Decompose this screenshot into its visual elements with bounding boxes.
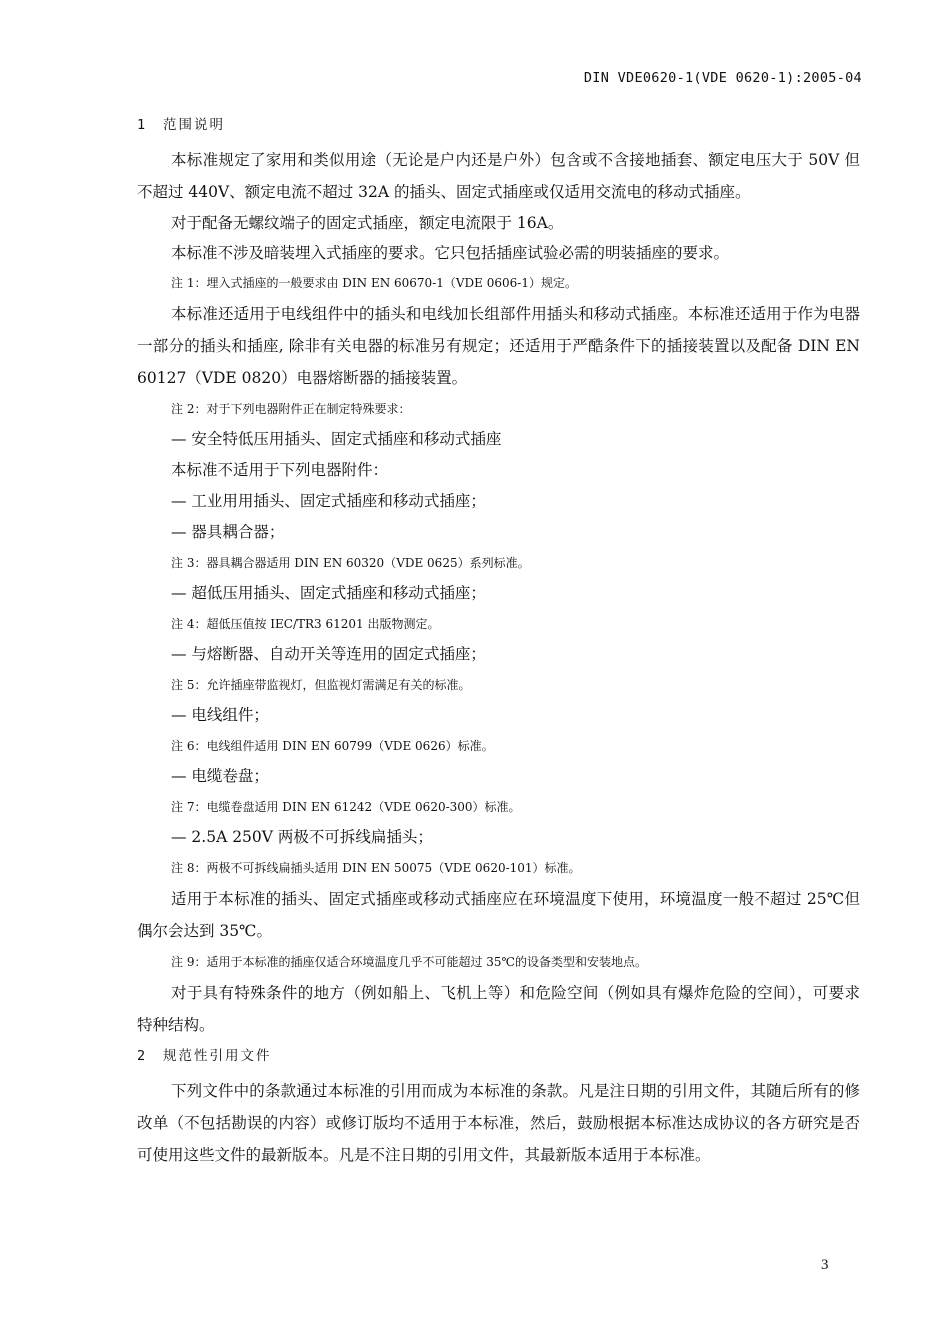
list-item: — 工业用用插头、固定式插座和移动式插座； <box>171 492 486 510</box>
note: 注 5：允许插座带监视灯，但监视灯需满足有关的标准。 <box>171 678 471 692</box>
paragraph: 对于配备无螺纹端子的固定式插座，额定电流限于 16A。 <box>171 214 564 232</box>
list-item: — 2.5A 250V 两极不可拆线扁插头； <box>171 828 433 846</box>
list-item: — 安全特低压用插头、固定式插座和移动式插座 <box>171 430 502 448</box>
section-number: 1 <box>137 117 146 133</box>
list-item: — 与熔断器、自动开关等连用的固定式插座； <box>171 645 486 663</box>
note: 注 8：两极不可拆线扁插头适用 DIN EN 50075（VDE 0620-101）标准。 <box>171 861 581 875</box>
section-title: 规范性引用文件 <box>163 1048 272 1064</box>
paragraph: 下列文件中的条款通过本标准的引用而成为本标准的条款。凡是注日期的引用文件，其随后所有的修改单（不包括勘误的内容）或修订版均不适用于本标准，然后，鼓励根据本标准达成协议的各方研究是否可使用这些文件的最新版本。凡是不注日期的引用文件，其最新版本适用于本标准。 <box>137 1082 860 1164</box>
section-2-heading <box>137 1041 860 1071</box>
document-header: DIN VDE0620-1(VDE 0620-1):2005-04 <box>583 70 862 86</box>
note: 注 3：器具耦合器适用 DIN EN 60320（VDE 0625）系列标准。 <box>171 556 530 570</box>
note: 注 1：埋入式插座的一般要求由 DIN EN 60670-1（VDE 0606-1）规定。 <box>171 276 577 290</box>
paragraph: 适用于本标准的插头、固定式插座或移动式插座应在环境温度下使用，环境温度一般不超过 25℃但偶尔会达到 35℃。 <box>137 890 860 940</box>
paragraph: 对于具有特殊条件的地方（例如船上、飞机上等）和危险空间（例如具有爆炸危险的空间），可要求特种结构。 <box>137 984 860 1034</box>
list-item: — 电线组件； <box>171 706 269 724</box>
note: 注 2：对于下列电器附件正在制定特殊要求： <box>171 402 411 416</box>
list-item: — 超低压用插头、固定式插座和移动式插座； <box>171 584 486 602</box>
page-number: 3 <box>821 1257 829 1273</box>
list-item: — 电缆卷盘； <box>171 767 269 785</box>
paragraph: 本标准不涉及暗装埋入式插座的要求。它只包括插座试验必需的明装插座的要求。 <box>171 244 730 262</box>
section-number: 2 <box>137 1048 146 1064</box>
note: 注 6：电线组件适用 DIN EN 60799（VDE 0626）标准。 <box>171 739 494 753</box>
note: 注 4：超低压值按 IEC/TR3 61201 出版物测定。 <box>171 617 440 631</box>
section-1-heading <box>137 110 860 140</box>
paragraph: 本标准还适用于电线组件中的插头和电线加长组部件用插头和移动式插座。本标准还适用于作为电器一部分的插头和插座, 除非有关电器的标准另有规定；还适用于严酷条件下的插接装置以及配备 DIN EN 60127（VDE 0820）电器熔断器的插接装置。 <box>137 305 860 387</box>
note: 注 7：电缆卷盘适用 DIN EN 61242（VDE 0620-300）标准。 <box>171 800 521 814</box>
section-title: 范围说明 <box>163 117 225 133</box>
note: 注 9：适用于本标准的插座仅适合环境温度几乎不可能超过 35℃的设备类型和安装地点。 <box>171 955 647 969</box>
document-body <box>137 110 860 1171</box>
paragraph: 本标准不适用于下列电器附件： <box>171 461 389 479</box>
list-item: — 器具耦合器； <box>171 523 285 541</box>
paragraph: 本标准规定了家用和类似用途（无论是户内还是户外）包含或不含接地插套、额定电压大于 50V 但不超过 440V、额定电流不超过 32A 的插头、固定式插座或仅适用交流电的移动式插座。 <box>137 151 860 201</box>
